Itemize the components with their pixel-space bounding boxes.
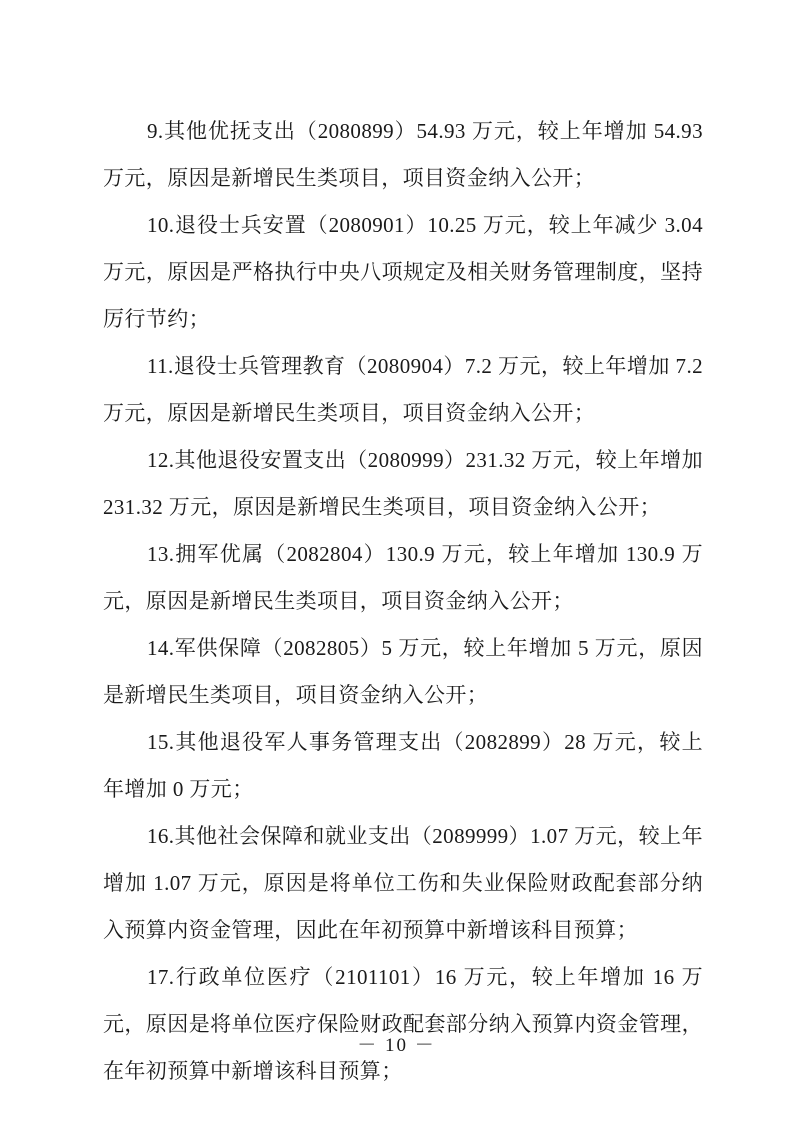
paragraph: 10.退役士兵安置（2080901）10.25 万元，较上年减少 3.04 万元，原因是严格执行中央八项规定及相关财务管理制度，坚持厉行节约；: [103, 213, 703, 331]
document-body: [103, 108, 703, 1095]
paragraph: 9.其他优抚支出（2080899）54.93 万元，较上年增加 54.93 万元，原因是新增民生类项目，项目资金纳入公开；: [103, 119, 703, 190]
page-number: － 10 －: [357, 1035, 436, 1056]
paragraph: 16.其他社会保障和就业支出（2089999）1.07 万元，较上年增加 1.07 万元，原因是将单位工伤和失业保险财政配套部分纳入预算内资金管理，因此在年初预算中新增该科目预算；: [103, 824, 703, 942]
paragraph: 13.拥军优属（2082804）130.9 万元，较上年增加 130.9 万元，原因是新增民生类项目，项目资金纳入公开；: [103, 542, 703, 613]
paragraph: 11.退役士兵管理教育（2080904）7.2 万元，较上年增加 7.2 万元，原因是新增民生类项目，项目资金纳入公开；: [103, 354, 703, 425]
page-footer: [0, 1030, 793, 1057]
paragraph: 15.其他退役军人事务管理支出（2082899）28 万元，较上年增加 0 万元；: [103, 730, 703, 801]
paragraph: 12.其他退役安置支出（2080999）231.32 万元，较上年增加 231.32 万元，原因是新增民生类项目，项目资金纳入公开；: [103, 448, 703, 519]
paragraph: 17.行政单位医疗（2101101）16 万元，较上年增加 16 万元，原因是将单位医疗保险财政配套部分纳入预算内资金管理，在年初预算中新增该科目预算；: [103, 965, 703, 1083]
paragraph: 14.军供保障（2082805）5 万元，较上年增加 5 万元，原因是新增民生类项目，项目资金纳入公开；: [103, 636, 703, 707]
